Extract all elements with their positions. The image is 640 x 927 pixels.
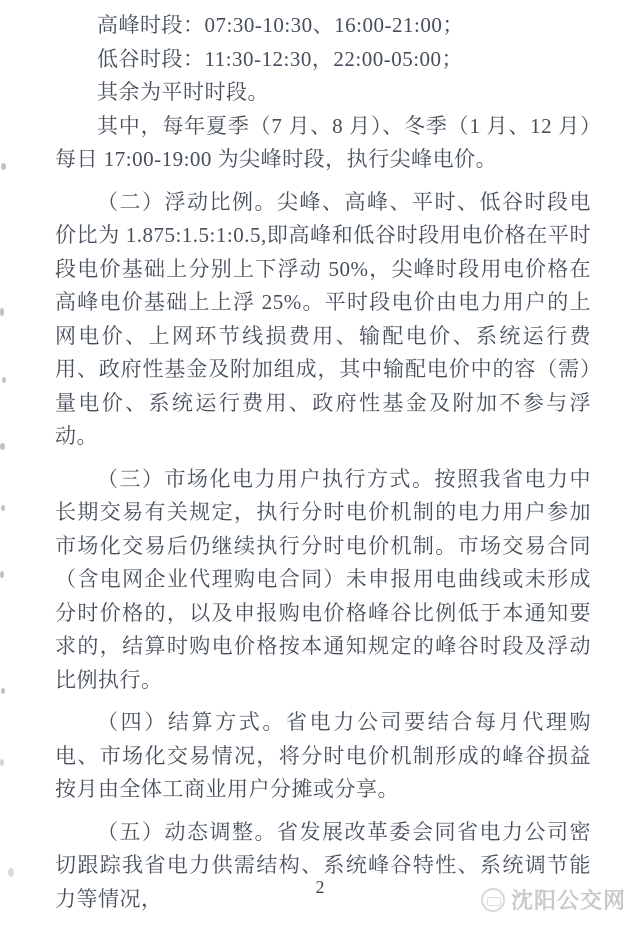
paragraph-dynamic-adjust: （五）动态调整。省发展改革委会同省电力公司密切跟踪我省电力供需结构、系统峰谷特性、系统调节能力等情况， [55, 819, 591, 911]
scan-artifact [0, 443, 5, 450]
scan-artifact [0, 571, 4, 578]
paragraph-peak-hours: 高峰时段：07:30-10:30、16:00-21:00； [97, 13, 464, 37]
paragraph-flat-hours: 其余为平时时段。 [97, 80, 269, 104]
scan-artifact [1, 688, 5, 694]
paragraph-float-ratio: （二）浮动比例。尖峰、高峰、平时、低谷时段电价比为 1.875:1.5:1:0.5,即高峰和低谷时段用电价格在平时段电价基础上分别上下浮动 50%，尖峰时段用电价格在高峰电价基础上上浮 25%。平时段电价由电力用户的上网电价、上网环节线损费用、输配电价、系统运行费用、政府性基金及附加组成，其中输配电价中的容（需）量电价、系统运行费用、政府性基金及附加不参与浮动。 [55, 189, 591, 448]
paragraph-settlement: （四）结算方式。省电力公司要结合每月代理购电、市场化交易情况，将分时电价机制形成的峰谷损益按月由全体工商业用户分摊或分享。 [55, 710, 591, 801]
scan-artifact [8, 868, 14, 877]
scan-artifact [0, 308, 4, 316]
watermark-label: 沈阳公交网 [510, 888, 626, 913]
bus-logo-icon [481, 888, 505, 912]
page-number: 2 [315, 877, 325, 897]
scan-artifact [1, 163, 6, 170]
paragraph-market-users: （三）市场化电力用户执行方式。按照我省电力中长期交易有关规定，执行分时电价机制的电力用户参加市场化交易后仍继续执行分时电价机制。市场交易合同（含电网企业代理购电合同）未申报用电曲线或未形成分时价格的，以及申报购电价格峰谷比例低于本通知要求的，结算时购电价格按本通知规定的峰谷时段及浮动比例执行。 [55, 466, 591, 692]
scan-artifact [2, 377, 6, 383]
document-body [55, 9, 591, 916]
paragraph-valley-hours: 低谷时段：11:30-12:30，22:00-05:00； [97, 46, 464, 71]
scan-artifact [1, 505, 5, 511]
watermark [481, 884, 626, 915]
scan-artifact [0, 759, 4, 766]
paragraph-sharp-peak: 其中，每年夏季（7 月、8 月）、冬季（1 月、12 月）每日 17:00-19:00 为尖峰时段，执行尖峰电价。 [55, 113, 591, 171]
